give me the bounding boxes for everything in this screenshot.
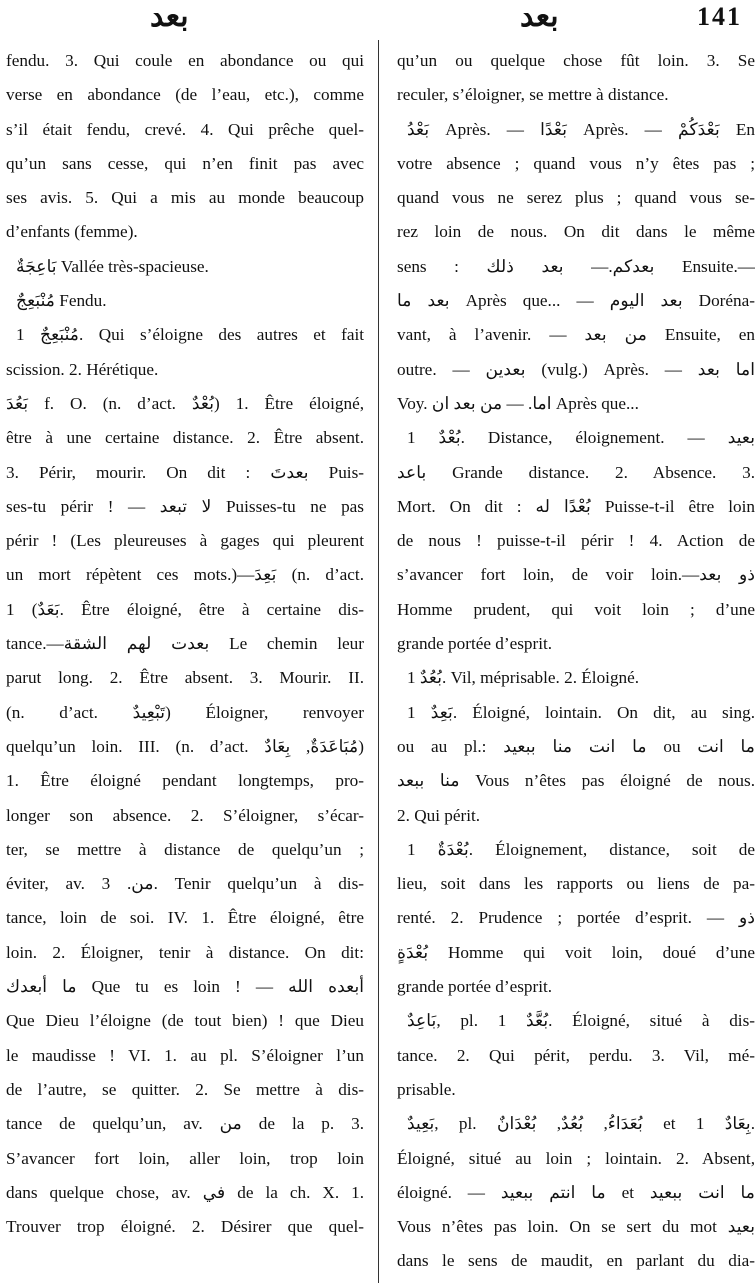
text-line: ses avis. 5. Qui a mis au monde beaucoup bbox=[6, 188, 364, 208]
text-line: reculer, s’éloigner, se mettre à distance. bbox=[397, 85, 669, 105]
text-line: dans le sens de maudit, en parlant du dia- bbox=[397, 1251, 755, 1271]
text-line: بَعْدُ Après. — بَعْدًا Après. — بَعْدَكُمْ En bbox=[407, 119, 755, 139]
text-line: loin. 2. Éloigner, tenir à distance. On dit: bbox=[6, 942, 364, 962]
text-line: s’il était fendu, crevé. 4. Qui prêche quel- bbox=[6, 119, 364, 139]
text-line: le maudisse ! VI. 1. au pl. S’éloigner l’un bbox=[6, 1045, 364, 1065]
text-line: Vous n’êtes pas loin. On se sert du mot بعيد bbox=[397, 1217, 755, 1237]
text-line: tance, loin de soi. IV. 1. Être éloigné, être bbox=[6, 908, 364, 928]
text-line: de l’autre, se quitter. 2. Se mettre à dis- bbox=[6, 1079, 364, 1099]
left-column bbox=[6, 44, 364, 1276]
text-line: de nous ! puisse-t-il périr ! 4. Action de bbox=[397, 531, 755, 551]
running-headword-left: بعد bbox=[150, 0, 189, 33]
text-line: qu’un ou quelque chose fût loin. 3. Se bbox=[397, 51, 755, 70]
text-line: parut long. 2. Être absent. 3. Mourir. II. bbox=[6, 668, 364, 688]
text-line: (n. d’act. تَبْعِيدٌ) Éloigner, renvoyer bbox=[6, 702, 364, 722]
text-line: بُعُدٌ 1. Vil, méprisable. 2. Éloigné. bbox=[407, 668, 640, 688]
text-line: longer son absence. 2. S’éloigner, s’écar- bbox=[6, 805, 364, 825]
text-line: ما أبعدك Que tu es loin ! — أبعده الله bbox=[6, 977, 365, 997]
page-header bbox=[0, 0, 750, 34]
running-headword-right: بعد bbox=[520, 0, 559, 33]
text-line: votre absence ; quand vous n’y êtes pas ; bbox=[397, 153, 755, 173]
text-line: rez loin de nous. On dit dans le même bbox=[397, 222, 755, 242]
text-line: tance de quelqu’un, av. من de la p. 3. bbox=[6, 1114, 364, 1134]
text-line: ou au pl.: ما انت منا ببعيد ou ما انت bbox=[397, 736, 755, 756]
text-line: périr ! (Les pleureuses à gages qui pleurent bbox=[6, 531, 364, 551]
text-line: d’enfants (femme). bbox=[6, 222, 138, 242]
text-line: Trouver trop éloigné. 2. Désirer que quel- bbox=[6, 1217, 364, 1237]
text-line: outre. — بعدين (vulg.) Après. — اما بعد bbox=[397, 359, 755, 379]
text-line: مُنْبَعِجٌ 1. Qui s’éloigne des autres et fait bbox=[16, 325, 365, 345]
text-line: بُعْدَةٌ 1. Éloignement, distance, soit de bbox=[407, 839, 755, 859]
text-line: un mort répètent ces mots.)—بَعِدَ (n. d’act. bbox=[6, 565, 365, 585]
text-line: Voy. اما. — من بعد ان Après que... bbox=[397, 393, 639, 413]
text-line: بَعِدٌ 1. Éloigné, lointain. On dit, au sing. bbox=[407, 702, 755, 722]
column-divider bbox=[378, 40, 379, 1283]
text-line: grande portée d’esprit. bbox=[397, 634, 553, 654]
text-line: مُنْبَعِجٌ Fendu. bbox=[16, 291, 107, 311]
text-line: qu’un sans cesse, qui n’en finit pas avec bbox=[6, 153, 364, 173]
text-line: éviter, av. من. 3. Tenir quelqu’un à dis- bbox=[6, 874, 364, 894]
text-line: 3. Périr, mourir. On dit : بعدتَ Puis- bbox=[6, 462, 364, 482]
text-line: fendu. 3. Qui coule en abondance ou qui bbox=[6, 51, 364, 70]
text-line: 2. Qui périt. bbox=[397, 805, 481, 825]
text-line: tance. 2. Qui périt, perdu. 3. Vil, mé- bbox=[397, 1045, 755, 1065]
text-line: éloigné. — ما انتم ببعيد et ما انت ببعيد bbox=[397, 1182, 755, 1202]
text-line: prisable. bbox=[397, 1079, 456, 1099]
text-line: S’avancer fort loin, aller loin, trop loin bbox=[6, 1148, 364, 1168]
text-line: vant, à l’avenir. — من بعد Ensuite, en bbox=[397, 325, 755, 345]
text-line: باعد Grande distance. 2. Absence. 3. bbox=[397, 462, 755, 482]
text-line: scission. 2. Hérétique. bbox=[6, 359, 159, 379]
right-column bbox=[397, 44, 755, 1276]
text-line: ter, se mettre à distance de quelqu’un ; bbox=[6, 839, 364, 859]
text-line: sens : بعدكم.— بعد ذلك Ensuite.— bbox=[397, 256, 755, 276]
text-line: quelqu’un loin. III. (n. d’act. مُبَاعَدَةٌ, بِعَادٌ) bbox=[6, 736, 364, 756]
text-line: بَاعِجَةٌ Vallée très-spacieuse. bbox=[16, 256, 209, 276]
text-line: ses-tu périr ! — لا تبعد Puisses-tu ne pas bbox=[6, 496, 364, 516]
text-line: être à une certaine distance. 2. Être absent. bbox=[6, 428, 364, 448]
text-line: بَعِيدٌ, pl. بُعَدَاءُ, بُعُدٌ, بُعْدَانٌ et بِعَادٌ 1. bbox=[407, 1114, 755, 1134]
text-line: tance.—بعدت لهم الشقة Le chemin leur bbox=[6, 634, 364, 654]
page-number: 141 bbox=[697, 2, 742, 31]
text-line: بَعُدَ f. O. (n. d’act. بُعْدٌ) 1. Être éloigné, bbox=[6, 393, 365, 413]
text-line: 1. Être éloigné pendant longtemps, pro- bbox=[6, 771, 364, 791]
text-line: quand vous ne serez plus ; quand vous se- bbox=[397, 188, 755, 208]
text-line: Homme prudent, qui voit loin ; d’une bbox=[397, 599, 755, 619]
text-line: Que Dieu l’éloigne (de tout bien) ! que Dieu bbox=[6, 1011, 364, 1031]
text-line: منا ببعد Vous n’êtes pas éloigné de nous. bbox=[397, 771, 755, 791]
text-line: Mort. On dit : بُعْدًا له Puisse-t-il être loin bbox=[397, 496, 755, 516]
text-line: بَاعِدٌ, pl. بُعَّدٌ 1. Éloigné, situé à dis- bbox=[407, 1011, 755, 1031]
text-line: verse en abondance (de l’eau, etc.), comme bbox=[6, 85, 364, 105]
text-line: renté. 2. Prudence ; portée d’esprit. — ذو bbox=[397, 908, 755, 928]
text-line: بَعَدٌ) 1. Être éloigné, être à certaine dis- bbox=[6, 599, 364, 619]
text-line: بُعْدَةٍ Homme qui voit loin, doué d’une bbox=[397, 942, 755, 962]
text-line: grande portée d’esprit. bbox=[397, 977, 553, 997]
text-line: s’avancer fort loin, de voir loin.—ذو بعد bbox=[397, 565, 755, 585]
text-line: بعد ما Après que... — بعد اليوم Doréna- bbox=[397, 291, 755, 311]
text-line: dans quelque chose, av. في de la ch. X. 1. bbox=[6, 1182, 365, 1202]
text-line: lieu, soit dans les rapports ou liens de pa- bbox=[397, 874, 755, 894]
text-line: Éloigné, situé au loin ; lointain. 2. Absent, bbox=[397, 1148, 755, 1168]
text-line: بُعْدٌ 1. Distance, éloignement. — بعيد bbox=[407, 428, 755, 448]
